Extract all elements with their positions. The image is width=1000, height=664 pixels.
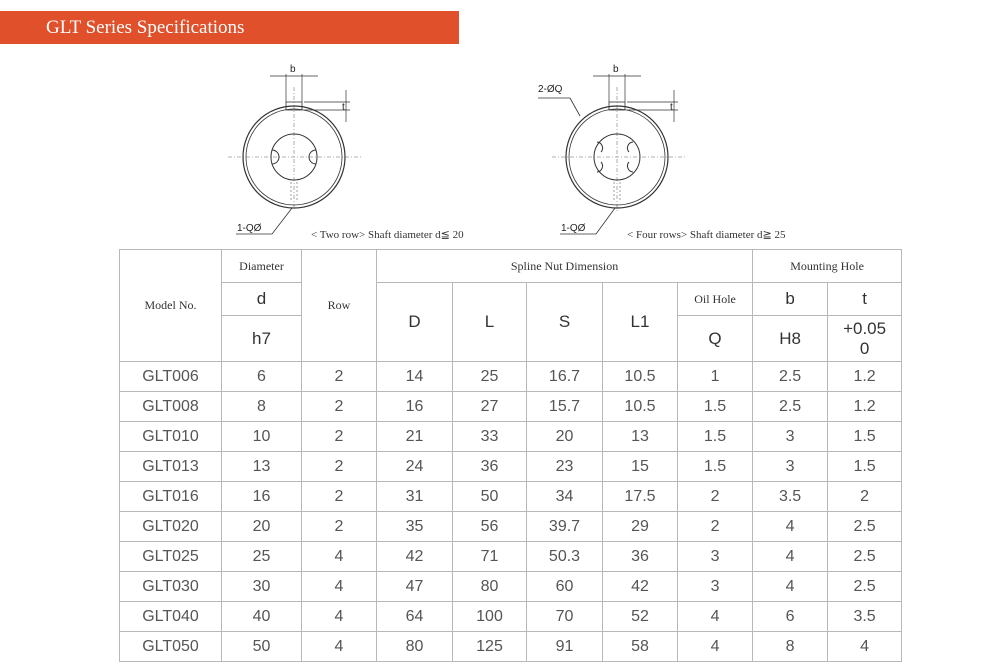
cell-t: 1.5 — [828, 422, 902, 452]
cell-b: 4 — [753, 542, 828, 572]
cell-L: 50 — [453, 482, 527, 512]
cell-L1: 42 — [603, 572, 678, 602]
cell-S: 23 — [527, 452, 603, 482]
cell-D: 21 — [377, 422, 453, 452]
page-title: GLT Series Specifications — [46, 17, 245, 38]
cell-b: 2.5 — [753, 392, 828, 422]
table-row — [120, 542, 902, 572]
cell-S: 70 — [527, 602, 603, 632]
spec-table — [119, 249, 902, 662]
cell-d: 50 — [222, 632, 302, 662]
cell-D: 14 — [377, 362, 453, 392]
cell-L: 36 — [453, 452, 527, 482]
header-model: Model No. — [120, 250, 222, 362]
table-row — [120, 422, 902, 452]
cell-L: 56 — [453, 512, 527, 542]
dim-b-left: b — [290, 64, 296, 75]
cell-row: 4 — [302, 572, 377, 602]
cell-Q: 1.5 — [678, 422, 753, 452]
cell-Q: 4 — [678, 602, 753, 632]
cell-row: 4 — [302, 632, 377, 662]
cell-D: 47 — [377, 572, 453, 602]
cell-d: 25 — [222, 542, 302, 572]
table-row — [120, 392, 902, 422]
cell-row: 2 — [302, 392, 377, 422]
cell-model: GLT030 — [120, 572, 222, 602]
cell-L1: 13 — [603, 422, 678, 452]
cell-b: 2.5 — [753, 362, 828, 392]
cell-L1: 58 — [603, 632, 678, 662]
header-S: S — [527, 283, 603, 362]
title-banner — [0, 11, 459, 44]
cell-S: 39.7 — [527, 512, 603, 542]
header-L1: L1 — [603, 283, 678, 362]
cell-L: 25 — [453, 362, 527, 392]
cell-row: 4 — [302, 602, 377, 632]
cell-Q: 3 — [678, 542, 753, 572]
cell-L1: 17.5 — [603, 482, 678, 512]
cell-model: GLT020 — [120, 512, 222, 542]
cell-D: 31 — [377, 482, 453, 512]
hole-label-left: 1-QØ — [237, 223, 262, 234]
header-oil-hole: Oil Hole — [678, 283, 753, 316]
table-row — [120, 512, 902, 542]
cell-L: 100 — [453, 602, 527, 632]
caption-two-row: < Two row> Shaft diameter d≦ 20 — [311, 229, 464, 241]
cell-D: 42 — [377, 542, 453, 572]
cell-Q: 1.5 — [678, 452, 753, 482]
cell-S: 20 — [527, 422, 603, 452]
cell-D: 64 — [377, 602, 453, 632]
cell-L1: 10.5 — [603, 362, 678, 392]
header-diameter: Diameter — [222, 250, 302, 283]
hole-label-right: 1-QØ — [561, 223, 586, 234]
cell-d: 30 — [222, 572, 302, 602]
dim-t-left: t — [342, 102, 345, 113]
diagram-drawings — [0, 62, 1000, 247]
cell-L: 80 — [453, 572, 527, 602]
cell-L: 125 — [453, 632, 527, 662]
cell-t: 4 — [828, 632, 902, 662]
cell-model: GLT013 — [120, 452, 222, 482]
header-b: b — [753, 283, 828, 316]
cell-Q: 1.5 — [678, 392, 753, 422]
table-row — [120, 452, 902, 482]
cell-model: GLT006 — [120, 362, 222, 392]
cell-t: 1.5 — [828, 452, 902, 482]
table-row — [120, 572, 902, 602]
cell-t: 2.5 — [828, 512, 902, 542]
cell-D: 24 — [377, 452, 453, 482]
table-row — [120, 602, 902, 632]
cell-L: 71 — [453, 542, 527, 572]
cell-Q: 1 — [678, 362, 753, 392]
cell-L: 27 — [453, 392, 527, 422]
header-d: d — [222, 283, 302, 316]
cell-L1: 15 — [603, 452, 678, 482]
two-row-nut-drawing — [228, 74, 362, 234]
four-row-nut-drawing — [538, 74, 686, 234]
cell-S: 34 — [527, 482, 603, 512]
cell-b: 4 — [753, 512, 828, 542]
cell-b: 4 — [753, 572, 828, 602]
cell-row: 2 — [302, 452, 377, 482]
cell-model: GLT050 — [120, 632, 222, 662]
header-L: L — [453, 283, 527, 362]
cell-S: 60 — [527, 572, 603, 602]
header-H8: H8 — [753, 316, 828, 362]
header-mounting: Mounting Hole — [753, 250, 902, 283]
cell-t: 3.5 — [828, 602, 902, 632]
cell-Q: 2 — [678, 512, 753, 542]
cell-row: 2 — [302, 512, 377, 542]
dim-t-right: t — [670, 102, 673, 113]
cell-b: 3 — [753, 422, 828, 452]
cell-row: 2 — [302, 482, 377, 512]
cell-L: 33 — [453, 422, 527, 452]
cell-d: 16 — [222, 482, 302, 512]
cell-t: 2 — [828, 482, 902, 512]
cell-b: 3 — [753, 452, 828, 482]
cell-row: 2 — [302, 362, 377, 392]
header-spline: Spline Nut Dimension — [377, 250, 753, 283]
cross-section-diagrams — [0, 62, 1000, 247]
tolerance-zero: 0 — [859, 338, 870, 358]
cell-L1: 10.5 — [603, 392, 678, 422]
cell-t: 2.5 — [828, 542, 902, 572]
header-t-tolerance — [828, 316, 902, 362]
cell-D: 16 — [377, 392, 453, 422]
cell-d: 6 — [222, 362, 302, 392]
cell-t: 1.2 — [828, 392, 902, 422]
cell-S: 50.3 — [527, 542, 603, 572]
cell-model: GLT008 — [120, 392, 222, 422]
header-h7: h7 — [222, 316, 302, 362]
cell-d: 40 — [222, 602, 302, 632]
cell-b: 6 — [753, 602, 828, 632]
header-row: Row — [302, 250, 377, 362]
table-row — [120, 632, 902, 662]
dim-b-right: b — [613, 64, 619, 75]
cell-D: 35 — [377, 512, 453, 542]
cell-model: GLT040 — [120, 602, 222, 632]
caption-four-rows: < Four rows> Shaft diameter d≧ 25 — [627, 229, 786, 241]
tolerance-plus: +0.05 — [843, 318, 887, 338]
cell-model: GLT025 — [120, 542, 222, 572]
cell-S: 91 — [527, 632, 603, 662]
cell-L1: 36 — [603, 542, 678, 572]
cell-Q: 2 — [678, 482, 753, 512]
cell-row: 4 — [302, 542, 377, 572]
cell-Q: 3 — [678, 572, 753, 602]
table-row — [120, 482, 902, 512]
cell-b: 3.5 — [753, 482, 828, 512]
cell-L1: 52 — [603, 602, 678, 632]
cell-model: GLT016 — [120, 482, 222, 512]
cell-t: 2.5 — [828, 572, 902, 602]
cell-b: 8 — [753, 632, 828, 662]
cell-D: 80 — [377, 632, 453, 662]
cell-d: 13 — [222, 452, 302, 482]
cell-t: 1.2 — [828, 362, 902, 392]
header-D: D — [377, 283, 453, 362]
cell-L1: 29 — [603, 512, 678, 542]
cell-S: 16.7 — [527, 362, 603, 392]
cell-row: 2 — [302, 422, 377, 452]
cell-d: 10 — [222, 422, 302, 452]
cell-d: 8 — [222, 392, 302, 422]
table-row — [120, 362, 902, 392]
header-t: t — [828, 283, 902, 316]
cell-Q: 4 — [678, 632, 753, 662]
oil-hole-label-right: 2-ØQ — [538, 84, 563, 95]
cell-d: 20 — [222, 512, 302, 542]
cell-S: 15.7 — [527, 392, 603, 422]
cell-model: GLT010 — [120, 422, 222, 452]
header-Q: Q — [678, 316, 753, 362]
